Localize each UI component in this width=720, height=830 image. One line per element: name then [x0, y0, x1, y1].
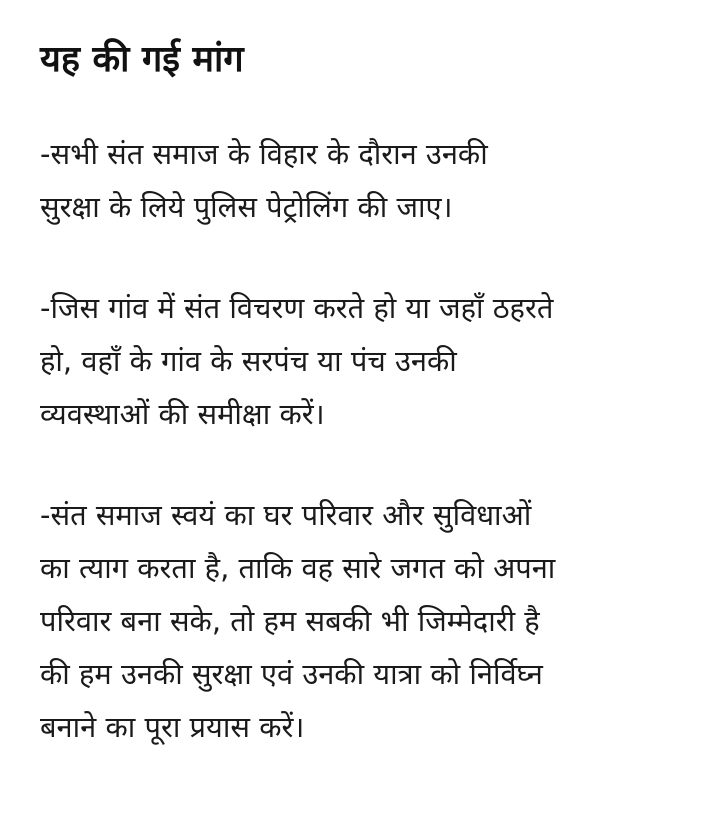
paragraph-line: सुरक्षा के लिये पुलिस पेट्रोलिंग की जाए।	[40, 190, 453, 224]
demand-paragraph-2	[40, 282, 690, 441]
article	[40, 30, 690, 802]
demand-paragraph-1	[40, 128, 690, 234]
paragraph-line: का त्याग करता है, ताकि वह सारे जगत को अपना	[40, 551, 556, 585]
demand-paragraph-3	[40, 489, 690, 754]
paragraph-line: व्यवस्थाओं की समीक्षा करें।	[40, 397, 325, 431]
paragraph-line: बनाने का पूरा प्रयास करें।	[40, 710, 305, 744]
paragraph-line: परिवार बना सके, तो हम सबकी भी जिम्मेदारी है	[40, 604, 540, 638]
article-heading: यह की गई मांग	[40, 39, 244, 80]
paragraph-line: -जिस गांव में संत विचरण करते हो या जहाँ ठहरते	[40, 291, 554, 325]
paragraph-line: की हम उनकी सुरक्षा एवं उनकी यात्रा को निर्विघ्न	[40, 657, 543, 691]
paragraph-line: हो, वहाँ के गांव के सरपंच या पंच उनकी	[40, 344, 457, 378]
paragraph-line: -सभी संत समाज के विहार के दौरान उनकी	[40, 137, 488, 171]
paragraph-line: -संत समाज स्वयं का घर परिवार और सुविधाओं	[40, 498, 532, 532]
